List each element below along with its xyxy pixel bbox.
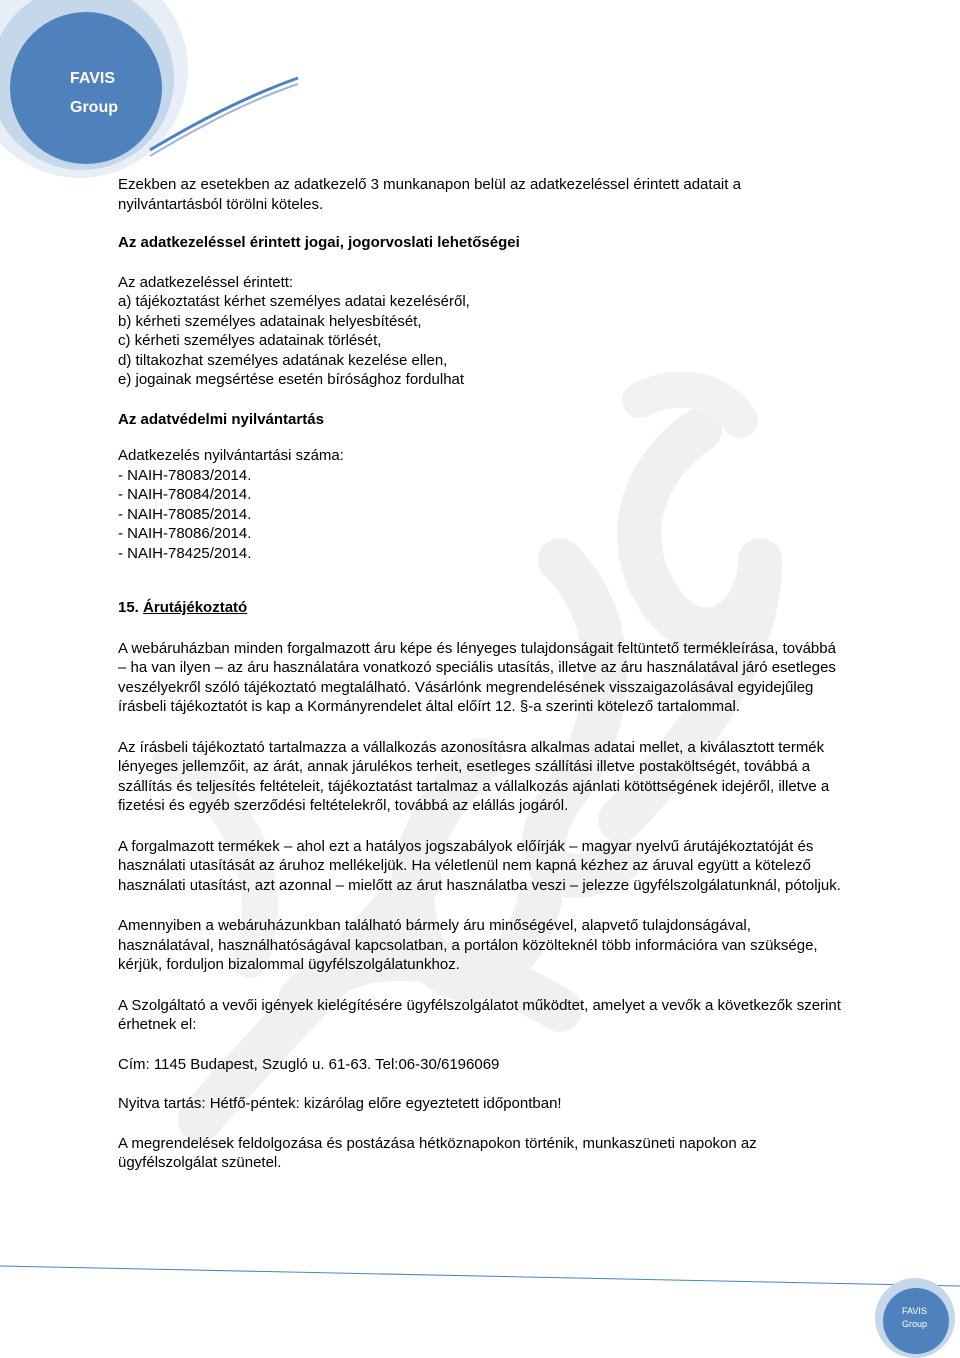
paragraph: Nyitva tartás: Hétfő-péntek: kizárólag előre egyeztetett időpontban! [118,1095,562,1112]
rights-heading: Az adatkezeléssel érintett jogai, jogorvoslati lehetőségei [118,234,520,251]
registry-item: - NAIH-78425/2014. [118,544,252,562]
registry-item: - NAIH-78084/2014. [118,486,252,503]
registry-lead: Adatkezelés nyilvántartási száma: [118,447,344,464]
section-heading [118,598,848,618]
registry-item: - NAIH-78086/2014. [118,525,252,542]
intro-paragraph: Ezekben az esetekben az adatkezelő 3 munkanapon belül az adatkezeléssel érintett adatait a nyilvántartásból törölni köteles. [118,176,741,213]
logo-line1: FAVIS [70,70,116,87]
rights-item: e) jogainak megsértése esetén bírósághoz fordulhat [118,371,465,388]
rights-item: a) tájékoztatást kérhet személyes adatai kezeléséről, [118,293,470,310]
paragraph: Cím: 1145 Budapest, Szugló u. 61-63. Tel:06-30/6196069 [118,1055,500,1073]
paragraph: Az írásbeli tájékoztató tartalmazza a vállalkozás azonosításra alkalmas adatai mellet, a kiválasztott termék lényeges jellemzőit, az árát, annak járulékos terheit, esetleges szállítási illetve postaköltségét, továbbá a szállítás és teljesítés feltételeit, tájékoztatást tartalmaz a vállalkozás ajánlati kötöttségének idejéről, illetve a fizetési és egyéb szerződési feltételekről, továbbá az elállás jogáról. [118,738,830,814]
logo-line2: Group [70,99,118,116]
footer-logo-line2: Group [902,1319,928,1329]
paragraph: A Szolgáltató a vevői igények kielégítésére ügyfélszolgálatot működtet, amelyet a vevők a következők szerint érhetnek el: [118,996,841,1033]
footer-logo-text [902,1305,927,1331]
logo-text [70,68,130,118]
rights-item: c) kérheti személyes adatainak törlését, [118,332,382,349]
favis-logo [0,0,300,180]
rights-item: d) tiltakozhat személyes adatának kezelése ellen, [118,351,448,369]
rights-item: b) kérheti személyes adatainak helyesbítését, [118,312,422,330]
paragraph: Amennyiben a webáruházunkban található bármely áru minőségével, alapvető tulajdonságával, használatával, használhatóságával kapcsolatban, a portálon közölteknél több információra van szüksége, kérjük, forduljon bizalommal ügyfélszolgálatunkhoz. [118,917,818,973]
footer-divider [0,1262,960,1292]
paragraph: A megrendelések feldolgozása és postázása hétköznapokon történik, munkaszüneti napokon az ügyfélszolgálat szünetel. [118,1134,757,1171]
registry-item: - NAIH-78085/2014. [118,505,252,523]
footer-logo-line1: FAVIS [902,1306,927,1316]
paragraph: A forgalmazott termékek – ahol ezt a hatályos jogszabályok előírják – magyar nyelvű árutájékoztatóját és használati utasítását az áruhoz mellékeljük. Ha véletlenül nem kapná kézhez az áruval együtt a kötelező használati utasítást, azt azonnal – mielőtt az árut használatba veszi – jelezze ügyfélszolgálatunknál, pótoljuk. [118,837,841,894]
paragraph: A webáruházban minden forgalmazott áru képe és lényeges tulajdonságait feltüntető termékleírása, továbbá – ha van ilyen – az áru használatára vonatkozó speciális utasítás, illetve az áru használatával járó esetleges veszélyekről szóló tájékoztató megtalálható. Vásárlónk megrendelésének visszaigazolásával egyidejűleg írásbeli tájékoztatót is kap a Kormányrendelet által előírt 12. §-a szerinti kötelező tartalommal. [118,639,836,715]
section-title: Árutájékoztató [143,599,248,616]
registry-heading: Az adatvédelmi nyilvántartás [118,410,324,428]
registry-item: - NAIH-78083/2014. [118,466,252,484]
document-body [118,175,848,1173]
rights-lead: Az adatkezeléssel érintett: [118,273,294,291]
section-number: 15. [118,599,139,616]
